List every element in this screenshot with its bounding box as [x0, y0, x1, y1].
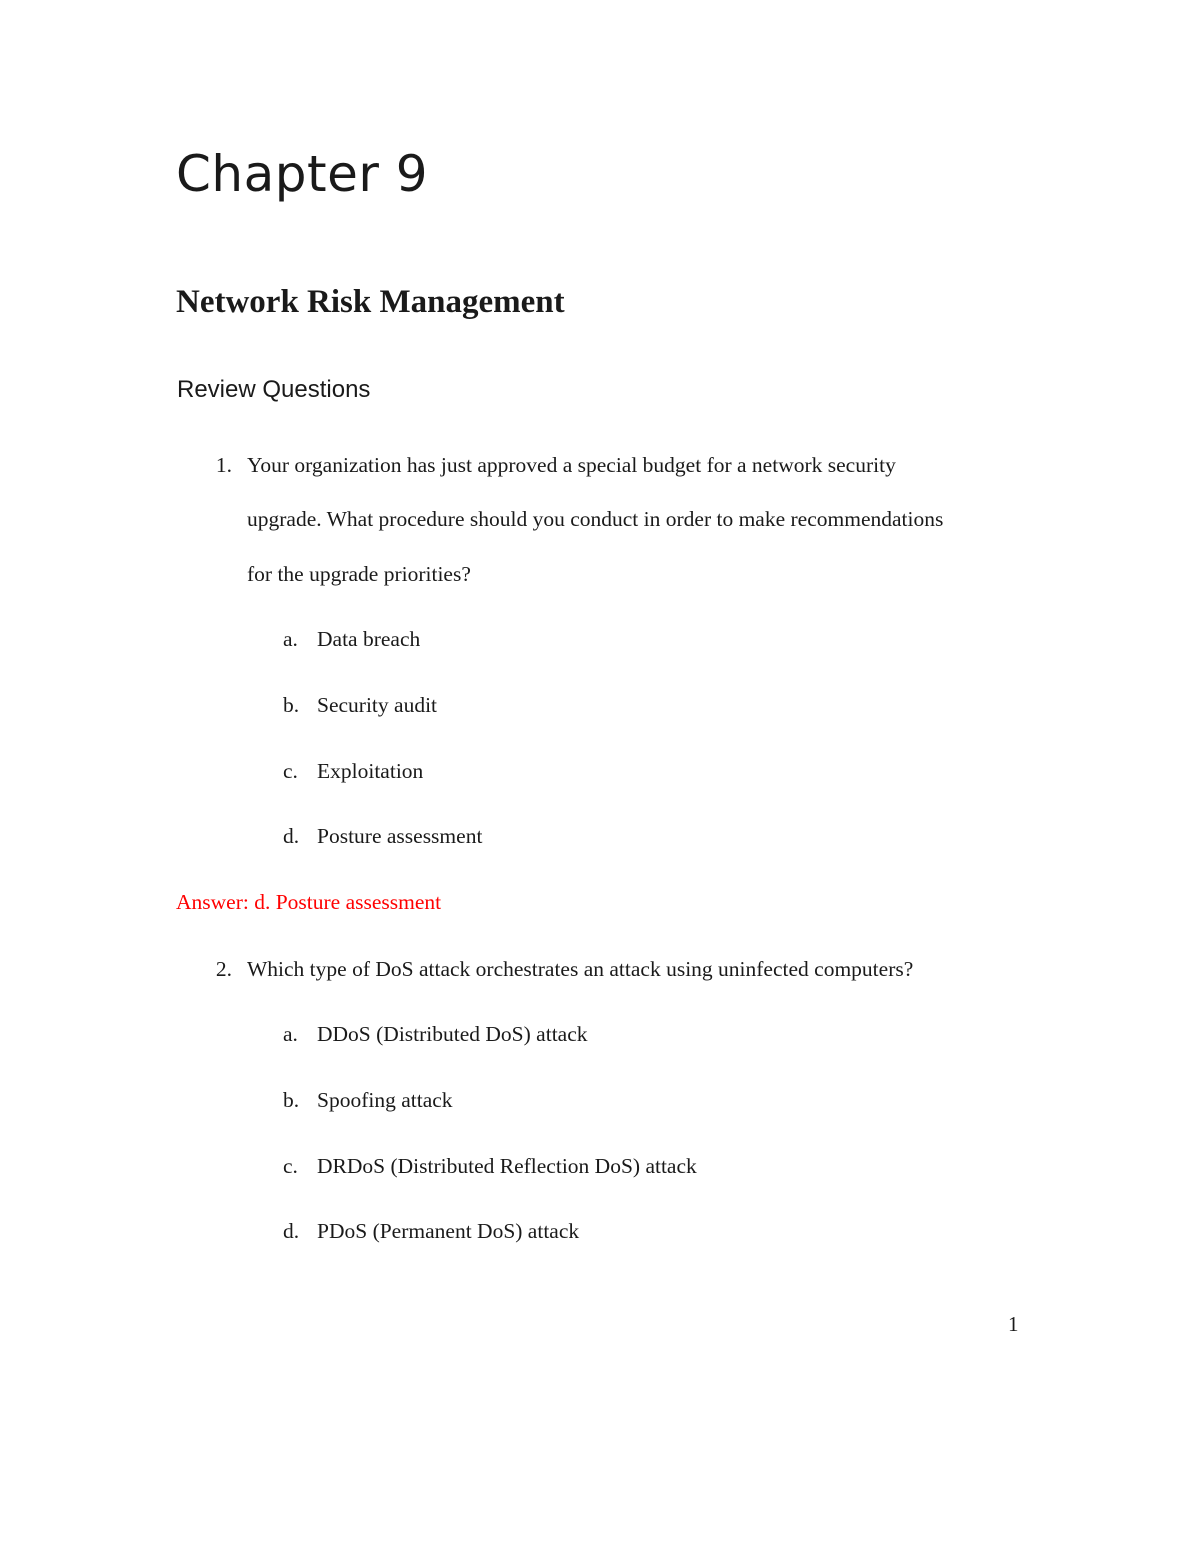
question-text-line: Your organization has just approved a special budget for a network security: [247, 453, 896, 477]
option-text: Exploitation: [317, 759, 424, 783]
option-letter: c.: [283, 759, 298, 783]
option-letter: a.: [283, 1022, 298, 1046]
option-text: DDoS (Distributed DoS) attack: [317, 1022, 588, 1046]
chapter-title: Chapter 9: [176, 145, 429, 203]
option-letter: c.: [283, 1154, 298, 1178]
option-letter: a.: [283, 627, 298, 651]
option-text: PDoS (Permanent DoS) attack: [317, 1219, 580, 1243]
section-title: Network Risk Management: [176, 284, 565, 320]
page-number: 1: [1008, 1312, 1019, 1336]
option-letter: b.: [283, 1088, 300, 1112]
option-letter: d.: [283, 824, 300, 848]
question-text-line: upgrade. What procedure should you conduct in order to make recommendations: [247, 507, 944, 531]
question-number: 2.: [215, 957, 232, 981]
option-text: Security audit: [317, 693, 438, 717]
question-text-line: for the upgrade priorities?: [247, 562, 471, 586]
question-text-line: Which type of DoS attack orchestrates an attack using uninfected computers?: [247, 957, 914, 981]
option-text: Posture assessment: [317, 824, 483, 848]
option-letter: b.: [283, 693, 300, 717]
option-text: Data breach: [317, 627, 421, 651]
option-letter: d.: [283, 1219, 300, 1243]
option-text: Spoofing attack: [317, 1088, 453, 1112]
subsection-title: Review Questions: [177, 376, 371, 403]
question-number: 1.: [215, 453, 232, 477]
option-text: DRDoS (Distributed Reflection DoS) attack: [317, 1154, 697, 1178]
answer-text: Answer: d. Posture assessment: [176, 890, 442, 914]
